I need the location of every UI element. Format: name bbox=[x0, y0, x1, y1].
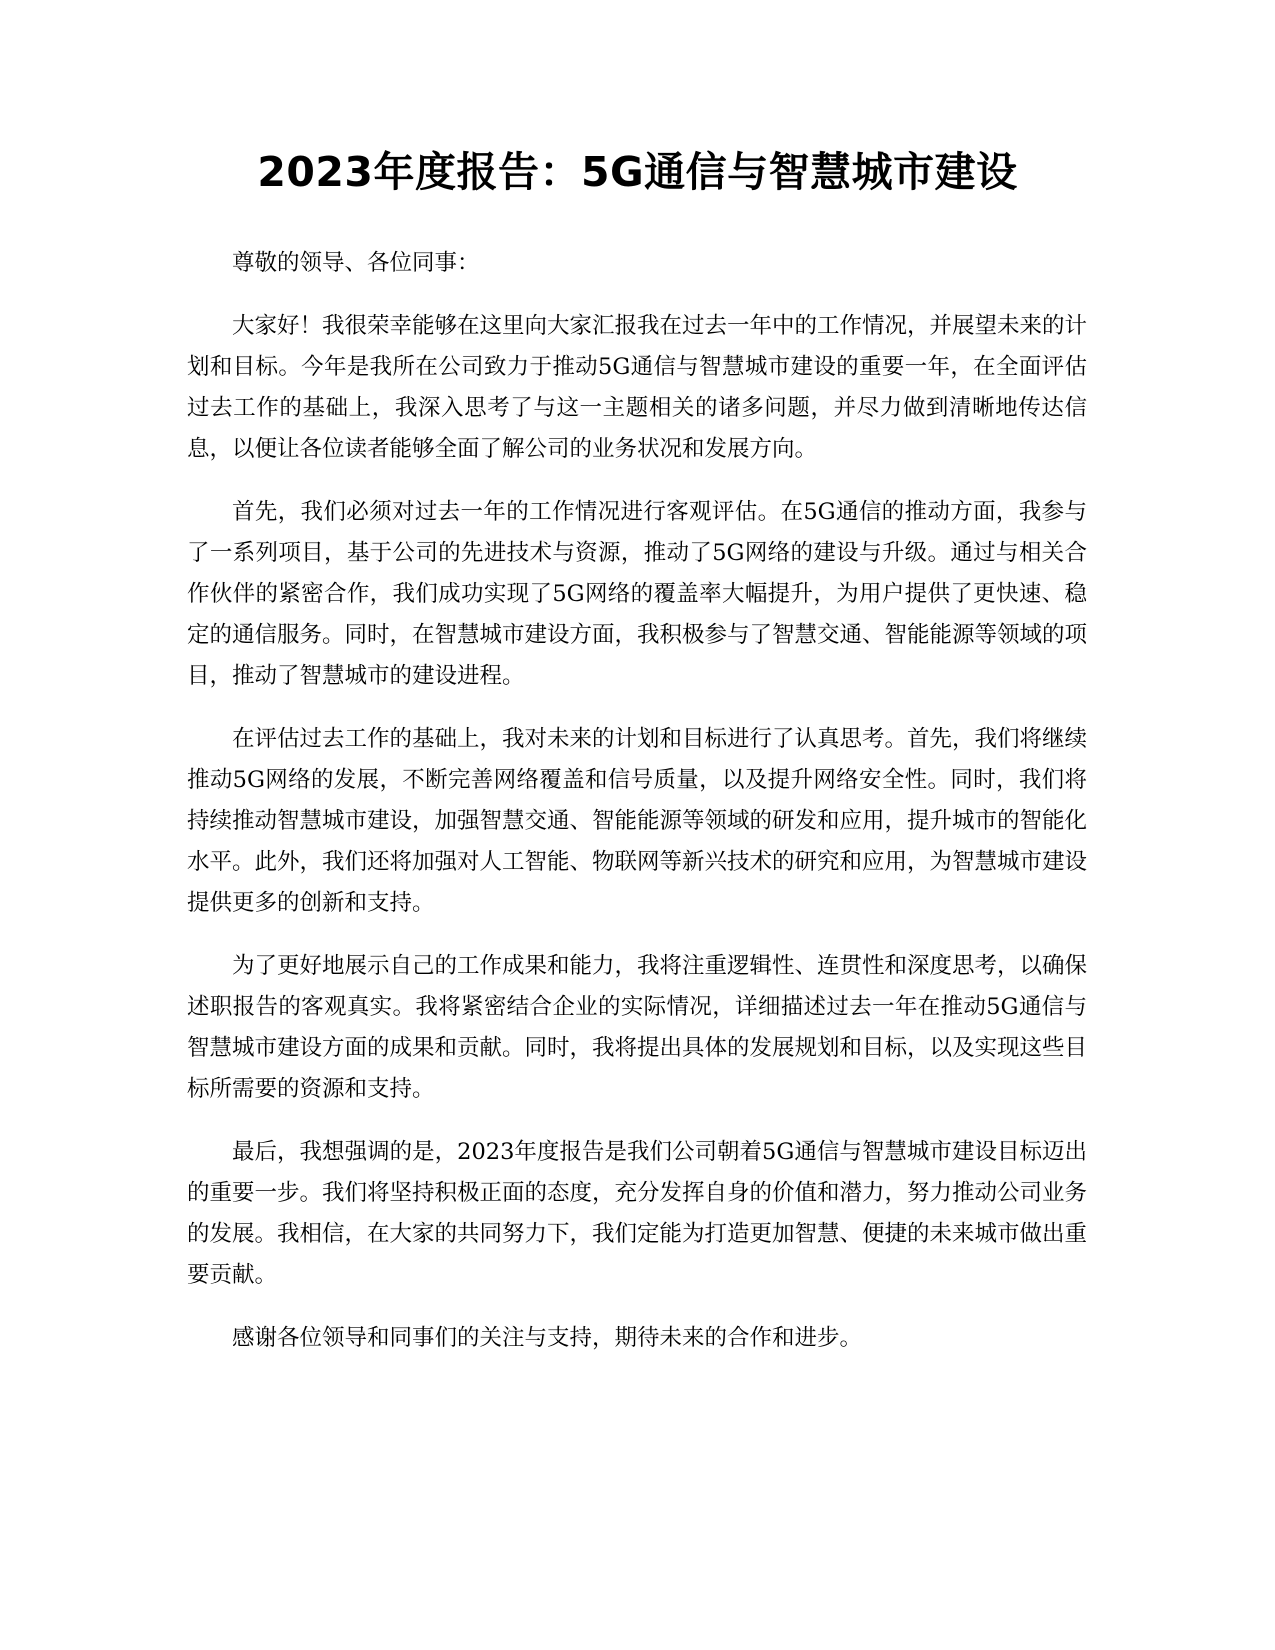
paragraph-intro: 大家好！我很荣幸能够在这里向大家汇报我在过去一年中的工作情况，并展望未来的计划和目标。今年是我所在公司致力于推动5G通信与智慧城市建设的重要一年，在全面评估过去工作的基础上，我深入思考了与这一主题相关的诸多问题，并尽力做到清晰地传达信息，以便让各位读者能够全面了解公司的业务状况和发展方向。 bbox=[187, 313, 1088, 462]
paragraph-conclusion: 最后，我想强调的是，2023年度报告是我们公司朝着5G通信与智慧城市建设目标迈出的重要一步。我们将坚持积极正面的态度，充分发挥自身的价值和潜力，努力推动公司业务的发展。我相信，在大家的共同努力下，我们定能为打造更加智慧、便捷的未来城市做出重要贡献。 bbox=[187, 1139, 1088, 1288]
paragraph-plans: 在评估过去工作的基础上，我对未来的计划和目标进行了认真思考。首先，我们将继续推动5G网络的发展，不断完善网络覆盖和信号质量，以及提升网络安全性。同时，我们将持续推动智慧城市建设，加强智慧交通、智能能源等领域的研发和应用，提升城市的智能化水平。此外，我们还将加强对人工智能、物联网等新兴技术的研究和应用，为智慧城市建设提供更多的创新和支持。 bbox=[187, 726, 1088, 916]
salutation: 尊敬的领导、各位同事： bbox=[232, 250, 480, 276]
paragraph-approach: 为了更好地展示自己的工作成果和能力，我将注重逻辑性、连贯性和深度思考，以确保述职报告的客观真实。我将紧密结合企业的实际情况，详细描述过去一年在推动5G通信与智慧城市建设方面的成果和贡献。同时，我将提出具体的发展规划和目标，以及实现这些目标所需要的资源和支持。 bbox=[187, 953, 1088, 1102]
paragraph-review: 首先，我们必须对过去一年的工作情况进行客观评估。在5G通信的推动方面，我参与了一系列项目，基于公司的先进技术与资源，推动了5G网络的建设与升级。通过与相关合作伙伴的紧密合作，我们成功实现了5G网络的覆盖率大幅提升，为用户提供了更快速、稳定的通信服务。同时，在智慧城市建设方面，我积极参与了智慧交通、智能能源等领域的项目，推动了智慧城市的建设进程。 bbox=[187, 499, 1088, 689]
document-title: 2023年度报告：5G通信与智慧城市建设 bbox=[257, 148, 1018, 196]
document-body bbox=[187, 243, 1087, 1381]
paragraph-thanks: 感谢各位领导和同事们的关注与支持，期待未来的合作和进步。 bbox=[232, 1325, 863, 1351]
